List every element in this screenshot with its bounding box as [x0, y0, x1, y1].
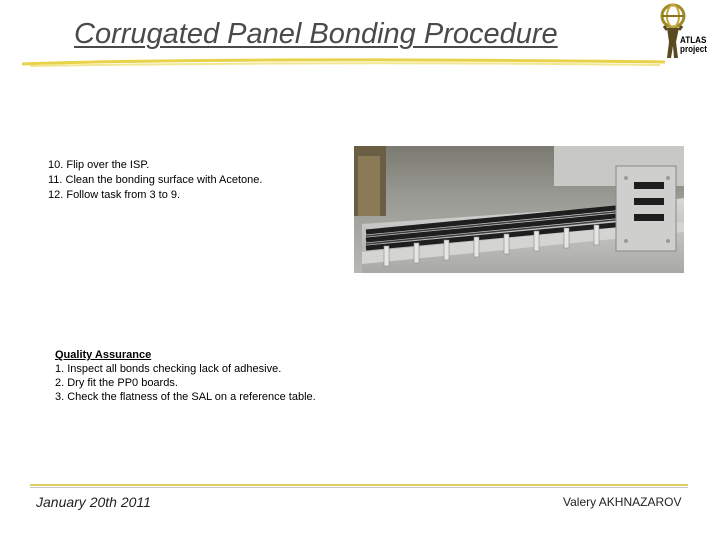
- footer-author: Valery AKHNAZAROV: [563, 495, 682, 509]
- step-item: 11. Clean the bonding surface with Acetone.: [48, 174, 263, 186]
- slide-title: Corrugated Panel Bonding Procedure: [74, 18, 558, 50]
- footer-date: January 20th 2011: [36, 494, 151, 510]
- title-underline-swoosh: [20, 52, 670, 68]
- footer-divider: [30, 484, 688, 486]
- procedure-steps: [48, 158, 262, 203]
- footer-divider-shadow: [30, 487, 688, 488]
- qa-item: 1. Inspect all bonds checking lack of adhesive.: [55, 363, 282, 375]
- step-item: 12. Follow task from 3 to 9.: [48, 189, 181, 201]
- qa-item: 3. Check the flatness of the SAL on a reference table.: [55, 391, 316, 403]
- quality-assurance-section: [55, 348, 316, 404]
- step-item: 10. Flip over the ISP.: [48, 159, 150, 171]
- atlas-logo: [658, 2, 718, 64]
- panel-photo: [354, 146, 684, 273]
- qa-item: 2. Dry fit the PP0 boards.: [55, 377, 178, 389]
- qa-heading: Quality Assurance: [55, 349, 152, 361]
- atlas-logo-text: ATLAS project: [680, 35, 708, 54]
